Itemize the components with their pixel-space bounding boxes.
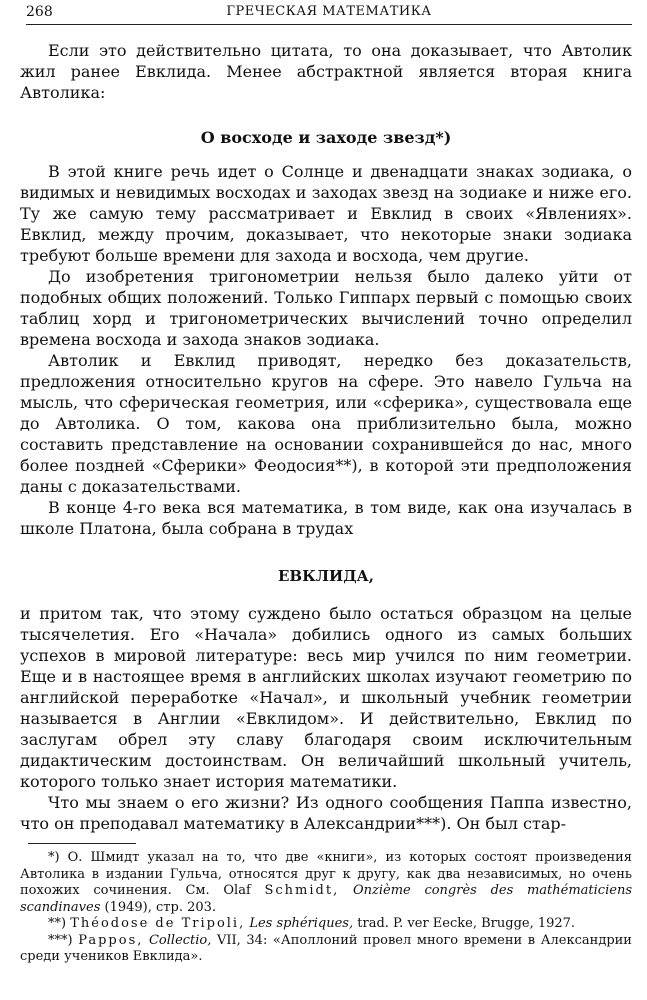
paragraph: и притом так, что этому суждено было остаться образцом на целые тысячелетия. Его «Начала» добились одного из самых больших успехов в мировой литературе: весь мир учился по ним геометрии. Еще и в настоящее время в английских школах изучают геометрию по английской переработке «Начал», и школьный учебник геометрии называется в Англии «Евклидом». И действительно, Евклид по заслугам обрел эту славу благодаря своим исключительным дидактическим достоинствам. Он величайший школьный учитель, которого только знает история математики. [20,604,632,791]
footnote-3 [20,933,632,966]
footnote-author: Théodose de Tripoli, [70,916,246,931]
intro-paragraph: Если это действительно цитата, то она доказывает, что Автолик жил ранее Евклида. Менее абстрактной является вторая книга Автолика: [20,41,632,102]
paragraph: Автолик и Евклид приводят, нередко без доказательств, предложения относительно кругов на сфере. Это навело Гульча на мысль, что сферическая геометрия, или «сферика», существовала еще до Автолика. О том, какова она приблизительно была, можно составить представление на основании сохранившейся до нас, много более поздней «Сферики» Феодосия**), в которой эти предположения даны с доказательствами. [20,351,632,496]
footnote-2 [20,916,632,933]
section-title-risings: О восходе и заходе звезд*) [200,128,452,147]
footnote-title: Les sphériques, [249,916,354,931]
intro-block [20,40,632,103]
footnote-text: (1949), стр. 203. [104,899,217,915]
footnote-author: Pappos, [78,932,144,948]
paragraph: До изобретения тригонометрии нельзя было далеко уйти от подобных общих положений. Только Гиппарх первый с помощью своих таблиц хорд и тригонометрических вычислений точно определил времена восхода и захода знаков зодиака. [20,267,632,349]
footnote-text: trad. P. ver Eecke, Brugge, 1927. [357,916,576,931]
section-body-euclid [20,603,632,834]
footnotes [20,850,632,966]
page-header [26,2,632,25]
running-title: ГРЕЧЕСКАЯ МАТЕМАТИКА [226,4,432,19]
footnote-text: О. Шмидт указал на то, что две «книги», из которых состоят произведения Автолика в издании Гульча, относятся друг к другу, как два независимых, но очень похожих сочинения. См. Olaf [20,850,632,898]
footnote-marker: **) [48,916,67,931]
footnote-marker: *) [48,850,60,865]
footnote-title: Collectio, [148,932,212,948]
paragraph: В конце 4-го века вся математика, в том виде, как она изучалась в школе Платона, была собрана в трудах [20,498,632,538]
page-number: 268 [26,4,53,20]
footnote-divider [28,843,136,844]
footnote-title: Onzième congrès des mathématiciens scandinaves [20,883,632,915]
footnote-1 [20,850,632,916]
section-title-euclid: ЕВКЛИДА, [278,567,374,585]
footnote-marker: ***) [48,932,73,948]
paragraph: Что мы знаем о его жизни? Из одного сообщения Паппа известно, что он преподавал математику в Александрии***). Он был стар- [20,793,632,833]
footnote-author: Schmidt, [264,883,340,898]
footnote-text: VII, 34: «Аполлоний провел много времени в Александрии среди учеников Евклида». [20,932,632,964]
section-body-risings [20,161,632,539]
paragraph: В этой книге речь идет о Солнце и двенадцати знаках зодиака, о видимых и невидимых восходах и заходах звезд на зодиаке и ниже его. Ту же самую тему рассматривает и Евклид в своих «Явлениях». Евклид, между прочим, доказывает, что некоторые знаки зодиака требуют больше времени для захода и восхода, чем другие. [20,162,632,265]
